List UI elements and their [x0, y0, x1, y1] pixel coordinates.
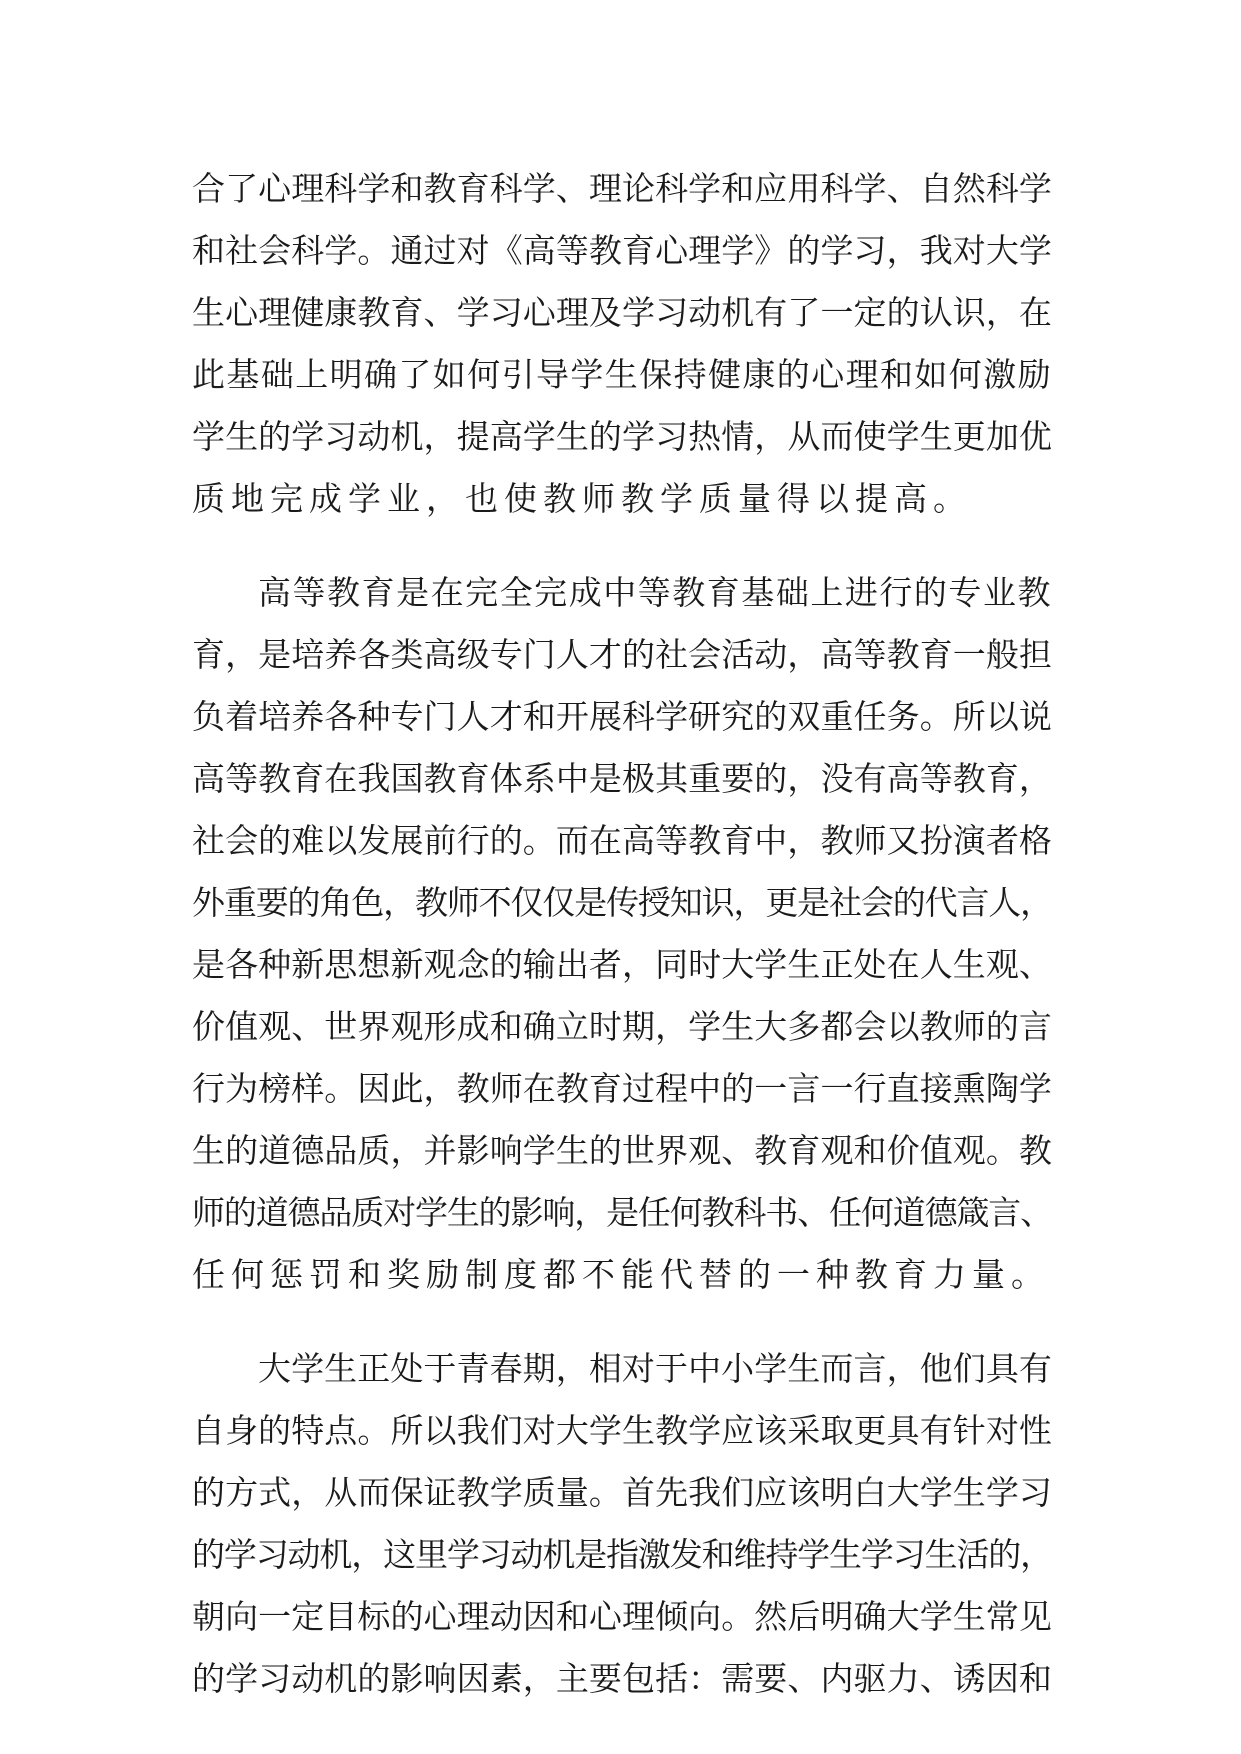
text-line: 价值观、世界观形成和确立时期，学生大多都会以教师的言: [192, 1007, 1052, 1046]
text-line: 的学习动机的影响因素，主要包括：需要、内驱力、诱因和: [192, 1659, 1052, 1698]
text-line: 高等教育在我国教育体系中是极其重要的，没有高等教育，: [192, 759, 1052, 798]
text-line: 朝向一定目标的心理动因和心理倾向。然后明确大学生常见: [192, 1597, 1052, 1636]
text-line: 外重要的角色，教师不仅仅是传授知识，更是社会的代言人，: [192, 883, 1052, 922]
text-line: 是各种新思想新观念的输出者，同时大学生正处在人生观、: [192, 945, 1052, 984]
text-line: 生的道德品质，并影响学生的世界观、教育观和价值观。教: [192, 1131, 1052, 1170]
paragraph-2: [192, 562, 1052, 1306]
text-line: 育，是培养各类高级专门人才的社会活动，高等教育一般担: [192, 635, 1052, 674]
text-line: 合了心理科学和教育科学、理论科学和应用科学、自然科学: [192, 169, 1052, 208]
text-line: 负着培养各种专门人才和开展科学研究的双重任务。所以说: [192, 697, 1052, 736]
body-text: [192, 158, 1052, 1710]
text-line: 自身的特点。所以我们对大学生教学应该采取更具有针对性: [192, 1411, 1052, 1450]
text-line: 此基础上明确了如何引导学生保持健康的心理和如何激励: [192, 355, 1052, 394]
text-line: 学生的学习动机，提高学生的学习热情，从而使学生更加优: [192, 417, 1052, 456]
text-line: 大学生正处于青春期，相对于中小学生而言，他们具有: [258, 1349, 1052, 1388]
text-line: 师的道德品质对学生的影响，是任何教科书、任何道德箴言、: [192, 1193, 1052, 1232]
text-line: 行为榜样。因此，教师在教育过程中的一言一行直接熏陶学: [192, 1069, 1052, 1108]
text-line: 生心理健康教育、学习心理及学习动机有了一定的认识，在: [192, 293, 1052, 332]
paragraph-1: [192, 158, 1052, 530]
text-line: 任何惩罚和奖励制度都不能代替的一种教育力量。: [192, 1255, 1050, 1294]
text-line: 和社会科学。通过对《高等教育心理学》的学习，我对大学: [192, 231, 1052, 270]
paragraph-3: [192, 1338, 1052, 1710]
text-line: 的学习动机，这里学习动机是指激发和维持学生学习生活的，: [192, 1535, 1052, 1574]
text-line: 高等教育是在完全完成中等教育基础上进行的专业教: [258, 573, 1052, 612]
text-line: 的方式，从而保证教学质量。首先我们应该明白大学生学习: [192, 1473, 1052, 1512]
text-line: 社会的难以发展前行的。而在高等教育中，教师又扮演者格: [192, 821, 1052, 860]
text-line: 质地完成学业，也使教师教学质量得以提高。: [192, 479, 972, 518]
